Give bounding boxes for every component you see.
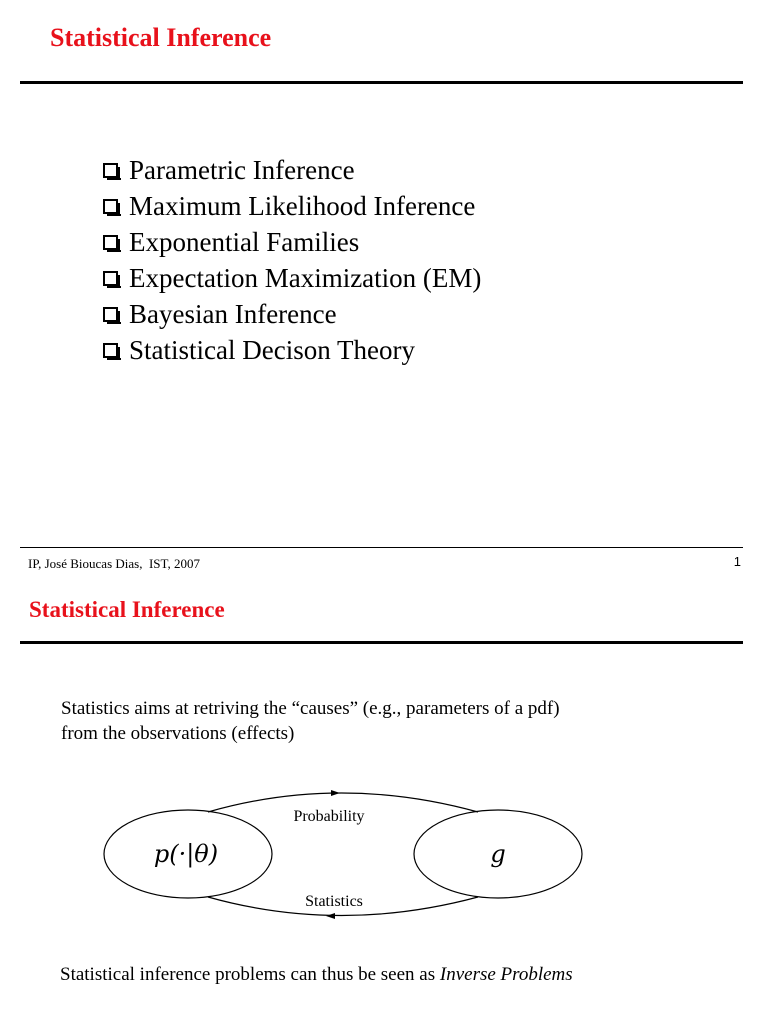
- list-item: [100, 296, 481, 332]
- bullet-label: Exponential Families: [129, 227, 360, 257]
- bullet-label: Statistical Decison Theory: [129, 335, 415, 365]
- list-item: [100, 332, 481, 368]
- list-item: [100, 152, 481, 188]
- slide2-title: Statistical Inference: [29, 597, 225, 622]
- inverse-problems-emphasis: Inverse Problems: [439, 964, 573, 985]
- observation-node-label: g: [490, 840, 506, 868]
- conclusion-text: [60, 964, 573, 986]
- slide1-title-rule: [20, 81, 743, 84]
- model-node-label: p(·|θ): [153, 840, 219, 868]
- list-item: [100, 224, 481, 260]
- slide2-title-rule: [20, 641, 743, 644]
- bullet-label: Maximum Likelihood Inference: [129, 191, 476, 221]
- bullet-label: Parametric Inference: [129, 155, 355, 185]
- checkbox-square-icon: [103, 343, 118, 358]
- intro-line: Statistics aims at retriving the “causes” (e.g., parameters of a pdf): [61, 698, 560, 719]
- checkbox-square-icon: [103, 271, 118, 286]
- checkbox-square-icon: [103, 163, 118, 178]
- probability-statistics-diagram: [0, 780, 768, 930]
- checkbox-square-icon: [103, 235, 118, 250]
- checkbox-square-icon: [103, 199, 118, 214]
- footer-credit: IP, José Bioucas Dias, IST, 2007: [28, 556, 201, 571]
- slide1-bullet-list: [100, 152, 481, 368]
- bullet-label: Expectation Maximization (EM): [129, 263, 482, 293]
- page-number: 1: [733, 554, 741, 569]
- bullet-label: Bayesian Inference: [129, 299, 337, 329]
- conclusion-prefix: Statistical inference problems can thus be seen as: [60, 964, 440, 985]
- intro-line: from the observations (effects): [61, 723, 295, 744]
- intro-paragraph: [61, 696, 560, 746]
- slide1-title: Statistical Inference: [50, 23, 272, 52]
- statistics-arrowhead-icon: [326, 913, 335, 919]
- slide1-footer-rule: [20, 547, 743, 548]
- probability-arrowhead-icon: [331, 790, 340, 796]
- list-item: [100, 188, 481, 224]
- statistics-label: Statistics: [305, 893, 363, 910]
- checkbox-square-icon: [103, 307, 118, 322]
- probability-label: Probability: [293, 808, 365, 825]
- list-item: [100, 260, 481, 296]
